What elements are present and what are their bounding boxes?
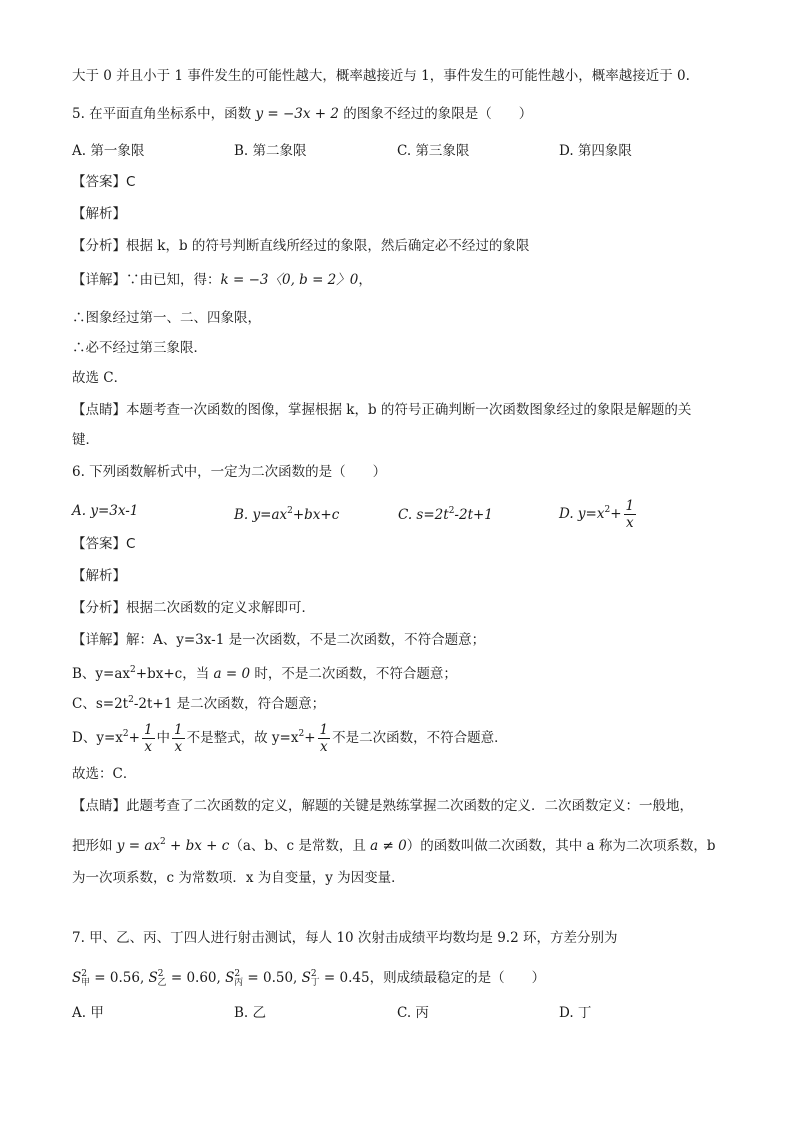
q6-opt-d-sq: 2	[604, 505, 611, 515]
q6-dianjing1-text: 【点睛】此题考查了二次函数的定义，解题的关键是熟练掌握二次函数的定义．二次函数定义：一般地，	[72, 798, 693, 814]
q5-step2	[72, 338, 207, 358]
q5-option-c: C. 第三象限	[397, 143, 470, 159]
q6-opt-b-post: +bx+c	[292, 507, 340, 523]
q6-detail-c-post: -2t+1 是二次函数，符合题意；	[133, 696, 326, 712]
q7-s-c-sup: 2	[234, 969, 241, 979]
q6-opt-c-pre: C. s=2t	[398, 507, 449, 523]
q5-option-d: D. 第四象限	[559, 143, 632, 159]
q5-detail-prefix: 【详解】∵由已知，得：	[72, 272, 221, 288]
q6-stem	[72, 462, 386, 482]
q5-options	[72, 140, 722, 162]
q6-detail-d-frac1-num: 1	[143, 722, 153, 738]
q6-opt-d-frac-den: x	[626, 515, 634, 531]
q5-fenxi	[72, 236, 529, 256]
q6-detail-d-sq: 2	[122, 729, 129, 739]
q6-option-d	[559, 492, 638, 532]
q6-opt-c-post: -2t+1	[454, 507, 493, 523]
q6-detail-b	[72, 660, 457, 684]
q6-detail-d-frac3	[318, 722, 331, 755]
q7-options	[72, 1002, 722, 1024]
q5-formula: y = −3x + 2	[255, 106, 339, 122]
q6-stem-text: 6. 下列函数解析式中，一定为二次函数的是（ ）	[72, 464, 387, 480]
q6-detail-a	[72, 630, 485, 650]
q7-option-b: B. 乙	[234, 1005, 267, 1021]
q6-detail-b-post: 时，不是二次函数，不符合题意；	[250, 666, 457, 682]
q6-detail-d-frac3-num: 1	[319, 722, 329, 738]
q6-detail-d-frac3-den: x	[320, 739, 328, 755]
q6-detail-d-frac2-num: 1	[174, 722, 183, 738]
q6-detail-b-mid: +bx+c，当	[135, 666, 214, 682]
q5-option-a: A. 第一象限	[72, 143, 145, 159]
q6-opt-c-sq: 2	[448, 506, 455, 516]
q6-dianjing2	[72, 832, 716, 856]
q6-opt-d-plus: +	[610, 506, 622, 522]
q6-detail-c	[72, 690, 325, 714]
q7-option-a: A. 甲	[72, 1005, 104, 1021]
q6-detail-d	[72, 716, 508, 756]
q6-detail-d-sq2: 2	[298, 729, 305, 739]
q5-detail-suffix: ，	[358, 272, 372, 288]
q7-stem	[72, 928, 617, 948]
q5-analysis-text: 【解析】	[72, 206, 126, 222]
q6-analysis	[72, 566, 126, 586]
q7-suffix: ，则成绩最稳定的是（ ）	[369, 970, 546, 986]
q6-detail-b-cond: a = 0	[213, 666, 251, 682]
q6-dianjing2-sq: 2	[159, 837, 166, 847]
q7-s-a-sub: 甲	[80, 978, 90, 988]
q6-detail-b-sq: 2	[130, 665, 136, 675]
q7-s-b-letter: S	[148, 970, 158, 986]
q6-option-a: A. y=3x-1	[72, 503, 139, 519]
q5-dianjing2-text: 键．	[72, 432, 99, 448]
q6-option-c	[398, 500, 493, 526]
q6-detail-d-mid2: 不是整式，故 y=x	[186, 730, 299, 746]
q6-opt-b-pre: B. y=ax	[234, 507, 288, 523]
q5-analysis	[72, 204, 126, 224]
q7-s-d-sup: 2	[310, 969, 317, 979]
q5-stem-suffix: 的图象不经过的象限是（ ）	[339, 106, 533, 122]
q6-detail-d-plus2: +	[304, 730, 316, 746]
q6-dianjing3	[72, 868, 405, 888]
q7-s-b-sub: 乙	[157, 978, 167, 988]
q6-dianjing2-formula2: + bx + c	[165, 838, 230, 854]
q7-s-d-letter: S	[301, 970, 311, 986]
q6-dianjing2-mid: （a、b、c 是常数，且	[229, 838, 371, 854]
q7-s-c-val: = 0.50,	[243, 970, 298, 986]
q6-detail-b-pre: B、y=ax	[72, 666, 131, 682]
q6-choose	[72, 764, 136, 784]
q6-answer	[72, 534, 135, 554]
q6-answer-text: 【答案】C	[72, 536, 136, 552]
q6-dianjing1	[72, 796, 693, 816]
q7-option-d: D. 丁	[559, 1005, 592, 1021]
q6-detail-c-sq: 2	[128, 695, 134, 705]
q6-dianjing3-text: 为一次项系数，c 为常数项．x 为自变量，y 为因变量．	[72, 870, 405, 886]
q5-stem-prefix: 5. 在平面直角坐标系中，函数	[72, 106, 256, 122]
q7-s-b-sup: 2	[157, 969, 164, 979]
q6-fenxi	[72, 598, 315, 618]
q7-s-a-sup: 2	[81, 969, 87, 979]
q6-detail-d-post: 不是二次函数，不符合题意．	[332, 730, 508, 746]
q5-step2-text: ∴必不经过第三象限．	[72, 340, 207, 356]
q5-detail-formula: k = −3〈0, b = 2〉0	[220, 272, 359, 288]
q7-s-a-val: = 0.56,	[90, 970, 145, 986]
q5-step1-text: ∴图象经过第一、二、四象限，	[72, 310, 261, 326]
q5-step1	[72, 308, 261, 328]
q6-dianjing2-pre: 把形如	[72, 838, 117, 854]
q7-s-d-val: = 0.45	[319, 970, 370, 986]
q6-opt-d-frac-num: 1	[625, 498, 635, 514]
q7-s-c-letter: S	[225, 970, 235, 986]
q6-options	[72, 496, 722, 532]
q6-dianjing2-formula: y = ax	[116, 838, 160, 854]
q7-stem-text: 7. 甲、乙、丙、丁四人进行射击测试，每人 10 次射击成绩平均数均是 9.2 环，方差分别为	[72, 930, 618, 946]
q5-detail	[72, 270, 372, 290]
q6-detail-d-pre: D、y=x	[72, 730, 123, 746]
q6-option-b	[234, 500, 339, 526]
q6-analysis-text: 【解析】	[72, 568, 126, 584]
q6-choose-text: 故选：C．	[72, 766, 137, 782]
intro-text: 大于 0 并且小于 1 事件发生的可能性越大，概率越接近与 1，事件发生的可能性越小，概率越接近于 0.	[72, 68, 690, 84]
q5-choose-text: 故选 C．	[72, 370, 128, 386]
q7-s-b-val: = 0.60,	[166, 970, 221, 986]
q7-s-c-sub: 丙	[234, 978, 244, 988]
q7-variances	[72, 964, 545, 993]
q5-dianjing2	[72, 430, 99, 450]
q6-detail-d-frac2-den: x	[174, 739, 183, 755]
q6-detail-d-plus: +	[128, 730, 140, 746]
q6-detail-c-pre: C、s=2t	[72, 696, 129, 712]
q6-detail-d-frac1-den: x	[144, 739, 153, 755]
q6-detail-d-frac2	[172, 722, 185, 755]
q6-opt-d-fraction	[624, 498, 637, 531]
intro-line	[72, 66, 690, 86]
q5-stem	[72, 104, 532, 124]
q5-fenxi-text: 【分析】根据 k，b 的符号判断直线所经过的象限，然后确定必不经过的象限	[72, 238, 530, 254]
q6-dianjing2-cond: a ≠ 0	[370, 838, 407, 854]
q6-opt-d-pre: D. y=x	[559, 506, 605, 522]
q5-choose	[72, 368, 127, 388]
q6-fenxi-text: 【分析】根据二次函数的定义求解即可．	[72, 600, 315, 616]
q5-option-b: B. 第二象限	[234, 143, 307, 159]
q5-answer-text: 【答案】C	[72, 174, 136, 190]
q7-option-c: C. 丙	[397, 1005, 429, 1021]
q7-s-d-sub: 丁	[310, 978, 320, 988]
q6-detail-d-mid: 中	[156, 730, 171, 746]
q5-answer	[72, 172, 135, 192]
q7-s-a-letter: S	[72, 970, 82, 986]
q6-detail-d-frac1	[142, 722, 155, 755]
q6-dianjing2-post: ）的函数叫做二次函数，其中 a 称为二次项系数，b	[406, 838, 716, 854]
q5-dianjing1-text: 【点睛】本题考查一次函数的图像，掌握根据 k，b 的符号正确判断一次函数图象经过的象限是解题的关	[72, 402, 692, 418]
q6-opt-b-sq: 2	[287, 506, 293, 516]
q5-dianjing1	[72, 400, 691, 420]
q6-detail-a-text: 【详解】解：A、y=3x-1 是一次函数，不是二次函数，不符合题意；	[72, 632, 486, 648]
